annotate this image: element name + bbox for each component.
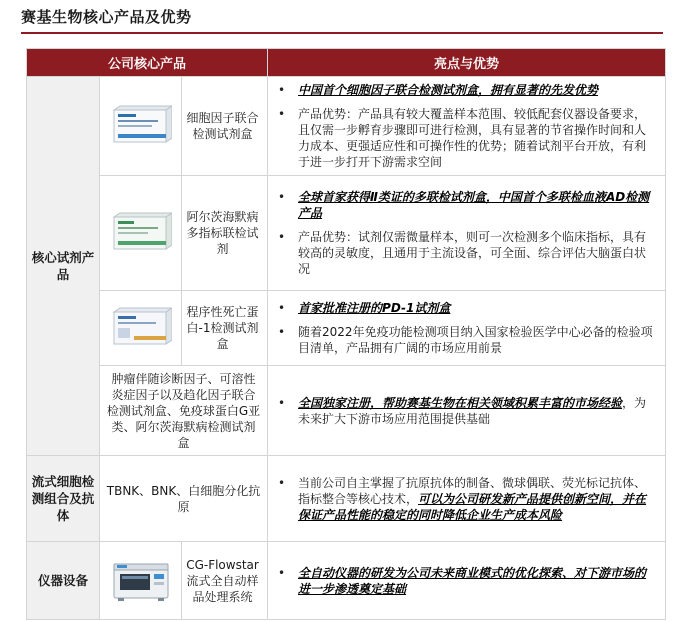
advantage-item bbox=[272, 189, 657, 221]
header-advantages: 亮点与优势 bbox=[268, 49, 666, 77]
advantage-highlight: 全球首家获得Ⅱ类证的多联检试剂盒，中国首个多联检血液AD检测产品 bbox=[298, 190, 650, 220]
title-divider bbox=[21, 32, 663, 34]
advantage-text: 当前公司自主掌握了抗原抗体的制备、微球偶联、荧光标记抗体、指标整合等核心技术， bbox=[298, 475, 647, 506]
kit-box-icon bbox=[110, 211, 172, 255]
table-row bbox=[27, 291, 666, 366]
product-name: 阿尔茨海默病多指标联检试剂 bbox=[182, 176, 268, 291]
table-row bbox=[27, 366, 666, 456]
product-image bbox=[100, 176, 182, 291]
advantages-cell bbox=[268, 456, 666, 542]
product-name: 程序性死亡蛋白-1检测试剂盒 bbox=[182, 291, 268, 366]
table-row bbox=[27, 176, 666, 291]
advantage-item bbox=[272, 565, 657, 597]
kit-box-icon bbox=[110, 306, 172, 350]
advantage-highlight: 中国首个细胞因子联合检测试剂盒，拥有显著的先发优势 bbox=[298, 83, 599, 97]
table-header-row bbox=[27, 49, 666, 77]
advantage-highlight: 全自动仪器的研发为公司未来商业模式的优化探索、对下游市场的进一步渗透奠定基础 bbox=[298, 565, 647, 596]
advantages-cell bbox=[268, 176, 666, 291]
product-name: TBNK、BNK、白细胞分化抗原 bbox=[100, 456, 268, 542]
advantages-cell bbox=[268, 291, 666, 366]
advantage-item bbox=[272, 475, 657, 523]
advantage-text: ，为未来扩大下游市场应用范围提供基础 bbox=[298, 395, 647, 426]
advantage-item bbox=[272, 395, 657, 427]
advantage-item bbox=[272, 229, 657, 277]
product-name: CG-Flowstar流式全自动样品处理系统 bbox=[182, 542, 268, 620]
advantage-text: 产品优势：产品具有较大覆盖样本范围、较低配套仪器设备要求，且仅需一步孵育步骤即可进行检测，具有显著的节省操作时间和人力成本、更强适应性和可操作性的优势；随着试剂平台开放，有利于进一步打开下游需求空间 bbox=[298, 107, 647, 169]
advantage-highlight: 首家批准注册的PD-1试剂盒 bbox=[298, 301, 451, 315]
kit-box-icon bbox=[110, 104, 172, 148]
page-title: 赛基生物核心产品及优势 bbox=[21, 8, 192, 26]
advantage-item bbox=[272, 300, 657, 316]
category-kits: 核心试剂产品 bbox=[27, 77, 100, 456]
advantage-item bbox=[272, 106, 657, 170]
advantage-highlight: 可以为公司研发新产品提供创新空间，并在保证产品性能的稳定的同时降低企业生产成本风险 bbox=[298, 491, 647, 522]
table-row bbox=[27, 542, 666, 620]
product-image bbox=[100, 291, 182, 366]
advantages-cell bbox=[268, 366, 666, 456]
advantage-highlight: 全国独家注册，帮助赛基生物在相关领域积累丰富的市场经验 bbox=[298, 395, 623, 410]
product-name: 肿瘤伴随诊断因子、可溶性炎症因子以及趋化因子联合检测试剂盒、免疫球蛋白G亚类、阿尔茨海默病检测试剂盒 bbox=[100, 366, 268, 456]
advantages-cell bbox=[268, 542, 666, 620]
instrument-icon bbox=[108, 556, 174, 606]
product-image bbox=[100, 77, 182, 176]
category-flow: 流式细胞检测组合及抗体 bbox=[27, 456, 100, 542]
advantage-text: 随着2022年免疫功能检测项目纳入国家检验医学中心必备的检验项目清单，产品拥有广阔的市场应用前景 bbox=[298, 325, 653, 355]
table-row bbox=[27, 77, 666, 176]
table-row bbox=[27, 456, 666, 542]
header-products: 公司核心产品 bbox=[27, 49, 268, 77]
advantage-item bbox=[272, 82, 657, 98]
advantages-cell bbox=[268, 77, 666, 176]
product-name: 细胞因子联合检测试剂盒 bbox=[182, 77, 268, 176]
products-table bbox=[26, 48, 666, 620]
product-image bbox=[100, 542, 182, 620]
advantage-item bbox=[272, 324, 657, 356]
advantage-text: 产品优势：试剂仅需微量样本，则可一次检测多个临床指标，具有较高的灵敏度，且通用于主流设备，可全面、综合评估大脑蛋白状况 bbox=[298, 230, 647, 276]
category-instrument: 仪器设备 bbox=[27, 542, 100, 620]
